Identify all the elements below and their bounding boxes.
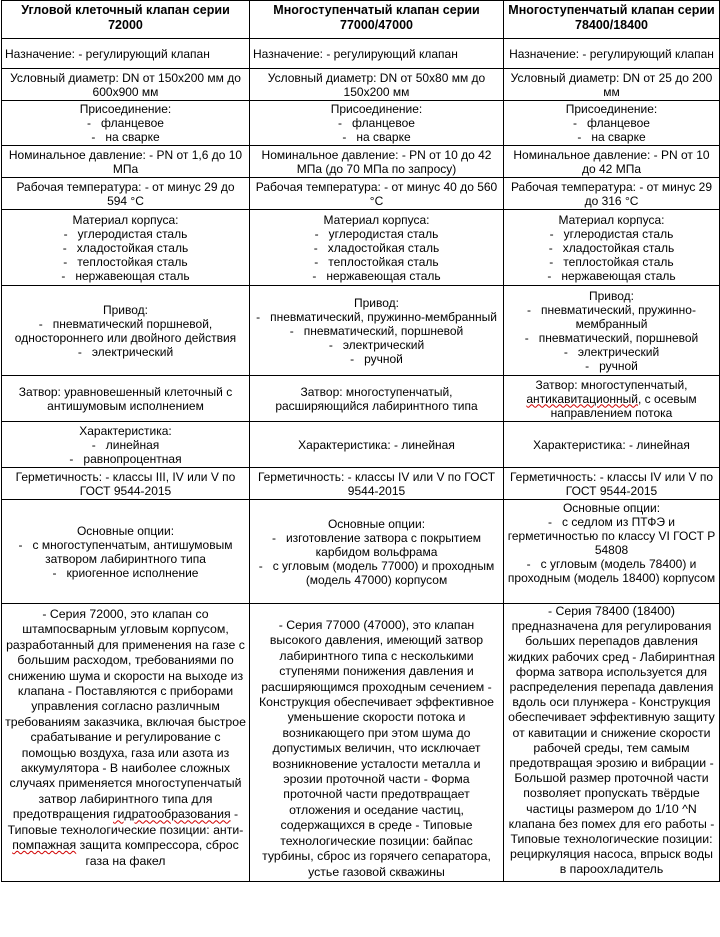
- drive-item: - пневматический поршневой, одностороннего или двойного действия: [5, 317, 246, 345]
- row-temperature: [2, 178, 720, 210]
- connection-title: Присоединение:: [79, 102, 172, 116]
- material-item: - нержавеющая сталь: [253, 269, 500, 283]
- description-text: - Типовые технологические позиции: анти-: [7, 807, 244, 837]
- trim-78400: [504, 376, 720, 422]
- material-title: Материал корпуса:: [72, 212, 179, 227]
- header-row: [2, 1, 720, 39]
- drive-item: - электрический: [5, 345, 246, 359]
- row-purpose: [2, 39, 720, 69]
- options-78400: [504, 500, 720, 604]
- characteristic-77000: Характеристика: - линейная: [250, 422, 504, 468]
- options-77000: [250, 500, 504, 604]
- purpose-77000: Назначение: - регулирующий клапан: [250, 39, 504, 69]
- characteristic-72000: [2, 422, 250, 468]
- connection-item: - на сварке: [507, 130, 716, 144]
- purpose-78400: Назначение: - регулирующий клапан: [504, 39, 720, 69]
- drive-item: - электрический: [253, 338, 500, 352]
- drive-item: - ручной: [253, 352, 500, 366]
- trim-text-start: Затвор: многоступенчатый,: [535, 377, 688, 392]
- row-description: [2, 604, 720, 882]
- options-item: - с угловым (модель 78400) и проходным (модель 18400) корпусом: [507, 557, 716, 585]
- drive-item: - пневматический, пружинно-мембранный: [507, 303, 716, 331]
- material-item: - хладостойкая сталь: [253, 241, 500, 255]
- row-material: [2, 210, 720, 286]
- row-pressure: [2, 146, 720, 178]
- pressure-78400: Номинальное давление: - PN от 10 до 42 МПа: [504, 146, 720, 178]
- material-item: - теплостойкая сталь: [253, 255, 500, 269]
- drive-title: Привод:: [103, 302, 148, 317]
- connection-item: - на сварке: [253, 130, 500, 144]
- drive-item: - пневматический, поршневой: [507, 331, 716, 345]
- connection-title: Присоединение:: [565, 102, 658, 116]
- connection-item: - фланцевое: [507, 116, 716, 130]
- drive-item: - ручной: [507, 359, 716, 373]
- connection-item: - фланцевое: [253, 116, 500, 130]
- tightness-77000: Герметичность: - классы IV или V по ГОСТ 9544-2015: [250, 468, 504, 500]
- description-77000: [250, 604, 504, 882]
- diameter-72000: Условный диаметр: DN от 150х200 мм до 600х900 мм: [2, 69, 250, 101]
- spellcheck-word: помпажная: [12, 838, 77, 853]
- diameter-78400: Условный диаметр: DN от 25 до 200 мм: [504, 69, 720, 101]
- trim-77000: Затвор: многоступенчатый, расширяющийся лабиринтного типа: [250, 376, 504, 422]
- connection-72000: [2, 101, 250, 146]
- row-tightness: [2, 468, 720, 500]
- comparison-table: [1, 0, 720, 882]
- drive-72000: [2, 286, 250, 376]
- spellcheck-word: гидратообразования: [113, 807, 231, 822]
- options-title: Основные опции:: [76, 523, 175, 538]
- drive-77000: [250, 286, 504, 376]
- drive-item: - пневматический, поршневой: [253, 324, 500, 338]
- connection-78400: [504, 101, 720, 146]
- material-item: - углеродистая сталь: [5, 227, 246, 241]
- row-drive: [2, 286, 720, 376]
- pressure-77000: Номинальное давление: - PN от 10 до 42 МПа (до 70 МПа по запросу): [250, 146, 504, 178]
- characteristic-78400: Характеристика: - линейная: [504, 422, 720, 468]
- options-title: Основные опции:: [562, 501, 661, 515]
- description-text: защита компрессора, сброс газа на факел: [76, 838, 239, 868]
- connection-item: - на сварке: [5, 130, 246, 144]
- trim-72000: Затвор: уравновешенный клеточный с антишумовым исполнением: [2, 376, 250, 422]
- row-diameter: [2, 69, 720, 101]
- connection-item: - фланцевое: [5, 116, 246, 130]
- description-72000: [2, 604, 250, 882]
- material-item: - хладостойкая сталь: [507, 241, 716, 255]
- description-text: - Серия 77000 (47000), это клапан высокого давления, имеющий затвор лабиринтного типа с несколькими ступенями понижения давления и расширяющимся проходным сечением - Конструкция обеспечивает эффективное уменьшение скорости потока и возникающего при этом шума до допустимых величин, что исключает возникновение усталости металла и эрозии проточной части - Форма проточной части предотвращает отложения и оседание частиц, содержащихся в среде - Типовые технологические позиции: байпас турбины, сброс из горячего сепаратора, устье газовой скважины: [259, 618, 494, 879]
- material-78400: [504, 210, 720, 286]
- material-title: Материал корпуса:: [558, 212, 665, 227]
- material-title: Материал корпуса:: [323, 212, 430, 227]
- material-item: - нержавеющая сталь: [5, 269, 246, 283]
- purpose-72000: Назначение: - регулирующий клапан: [2, 39, 250, 69]
- options-item: - с седлом из ПТФЭ и герметичностью по классу VI ГОСТ Р 54808: [507, 515, 716, 557]
- drive-item: - электрический: [507, 345, 716, 359]
- description-text: - Серия 72000, это клапан со штампосварным угловым корпусом, разработанный для применения на газе с большим расходом, требованиями по снижению шума и скорости на выходе из клапана - Поставляются с приборами управления согласно различным требованиям заказчика, включая быстрое срабатывание и регулирование с помощью воздуха, газа или азота из аккумулятора - В наиболее сложных случаях применяется многоступенчатый затвор лабиринтного типа для предотвращения: [5, 607, 246, 822]
- material-item: - теплостойкая сталь: [5, 255, 246, 269]
- options-72000: [2, 500, 250, 604]
- row-trim: [2, 376, 720, 422]
- material-item: - углеродистая сталь: [507, 227, 716, 241]
- description-text: - Серия 78400 (18400) предназначена для регулирования больших перепадов давления жидких рабочих сред - Лабиринтная форма затвора используется для распределения перепада давления вдоль оси плунжера - Конструкция обеспечивает эффективную защиту от кавитации и снижение скорости рабочей среды, тем самым предотвращая эрозию и вибрации - Большой размер проточной части позволяет пропускать твёрдые частицы размером до 1/10 ^N клапана без помех для его работы - Типовые технологические позиции: рециркуляция насоса, впрыск воды в пароохладитель: [507, 604, 716, 877]
- options-item: - с многоступенчатым, антишумовым затвором лабиринтного типа: [5, 538, 246, 566]
- material-item: - хладостойкая сталь: [5, 241, 246, 255]
- temperature-72000: Рабочая температура: - от минус 29 до 594 °C: [2, 178, 250, 210]
- options-item: - криогенное исполнение: [5, 566, 246, 580]
- trim-text-end: , с осевым направлением потока: [550, 391, 697, 420]
- drive-item: - пневматический, пружинно-мембранный: [253, 310, 500, 324]
- temperature-77000: Рабочая температура: - от минус 40 до 560 °C: [250, 178, 504, 210]
- row-characteristic: [2, 422, 720, 468]
- characteristic-title: Характеристика:: [79, 423, 172, 438]
- options-title: Основные опции:: [327, 516, 426, 531]
- drive-78400: [504, 286, 720, 376]
- header-72000: Угловой клеточный клапан серии 72000: [2, 1, 250, 39]
- material-77000: [250, 210, 504, 286]
- drive-title: Привод:: [589, 288, 634, 303]
- tightness-72000: Герметичность: - классы III, IV или V по ГОСТ 9544-2015: [2, 468, 250, 500]
- header-78400: Многоступенчатый клапан серии 78400/18400: [504, 1, 720, 39]
- material-item: - углеродистая сталь: [253, 227, 500, 241]
- characteristic-item: - линейная: [5, 438, 246, 452]
- material-item: - нержавеющая сталь: [507, 269, 716, 283]
- row-options: [2, 500, 720, 604]
- pressure-72000: Номинальное давление: - PN от 1,6 до 10 МПа: [2, 146, 250, 178]
- tightness-78400: Герметичность: - классы IV или V по ГОСТ 9544-2015: [504, 468, 720, 500]
- options-item: - изготовление затвора с покрытием карбидом вольфрама: [253, 531, 500, 559]
- characteristic-item: - равнопроцентная: [5, 452, 246, 466]
- spellcheck-word: антикавитационный: [526, 391, 639, 406]
- drive-title: Привод:: [354, 295, 399, 310]
- connection-title: Присоединение:: [330, 102, 423, 116]
- material-72000: [2, 210, 250, 286]
- header-77000: Многоступенчатый клапан серии 77000/47000: [250, 1, 504, 39]
- diameter-77000: Условный диаметр: DN от 50х80 мм до 150х200 мм: [250, 69, 504, 101]
- connection-77000: [250, 101, 504, 146]
- description-78400: [504, 604, 720, 882]
- material-item: - теплостойкая сталь: [507, 255, 716, 269]
- temperature-78400: Рабочая температура: - от минус 29 до 316 °C: [504, 178, 720, 210]
- options-item: - с угловым (модель 77000) и проходным (модель 47000) корпусом: [253, 559, 500, 587]
- row-connection: [2, 101, 720, 146]
